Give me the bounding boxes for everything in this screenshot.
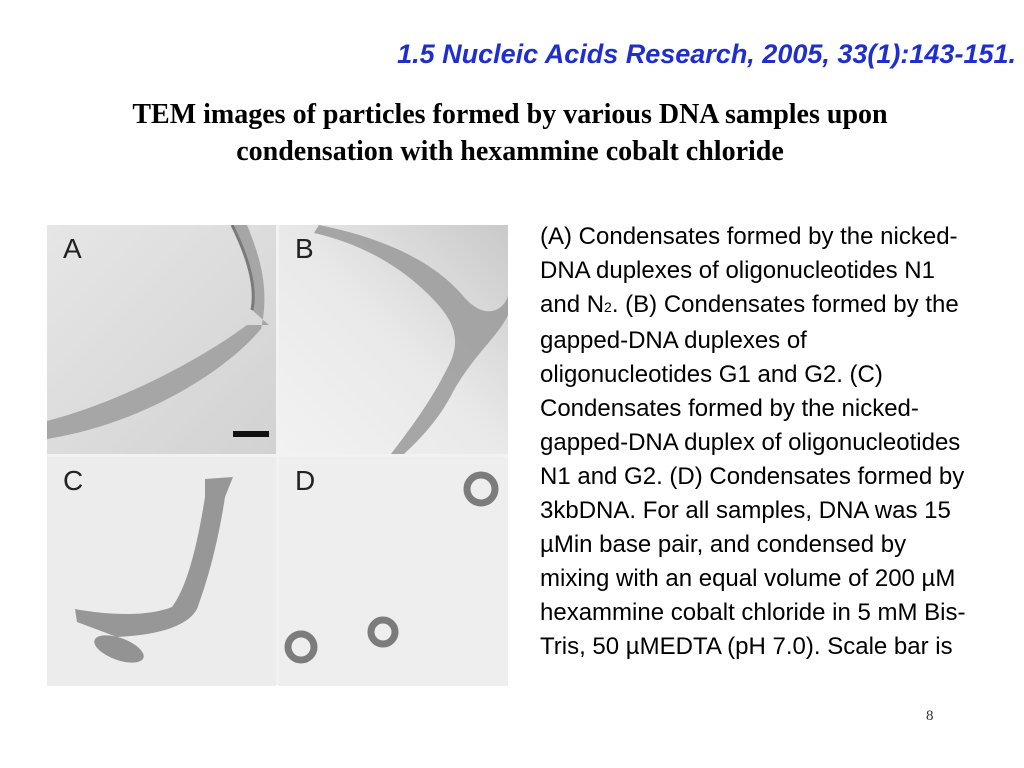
panel-a (47, 225, 276, 454)
scale-bar (233, 431, 269, 437)
page-number: 8 (926, 708, 934, 724)
tem-figure (47, 225, 508, 685)
slide-title: TEM images of particles formed by various DNA samples upon condensation with hexammine cobalt chloride (132, 99, 888, 167)
caption-part-2: . (B) Condensates formed by the gapped-DNA duplexes of oligonucleotides G1 and G2. (C) Condensates formed by the nicked-gapped-DNA duplex of oligonucleotides N1 and G2. (D) Condensates formed by 3kbDNA. For all samples, DNA was 15 µMin base pair, and condensed by mixing with an equal volume of 200 µM hexammine cobalt chloride in 5 mM Bis-Tris, 50 µMEDTA (pH 7.0). Scale bar is (540, 291, 966, 660)
panel-b (279, 225, 508, 454)
citation: 1.5 Nucleic Acids Research, 2005, 33(1):143-151. (397, 39, 1016, 69)
panel-label: D (295, 465, 316, 496)
panel-label: B (295, 233, 314, 264)
panel-d (279, 457, 508, 686)
panel-label: C (63, 465, 84, 496)
panel-c (47, 457, 276, 686)
panel-label: A (63, 233, 82, 264)
caption-subscript: 2 (604, 299, 612, 315)
caption-part-1: (A) Condensates formed by the nicked-DNA duplexes of oligonucleotides N1 and N (540, 223, 958, 318)
figure-caption (540, 220, 980, 664)
